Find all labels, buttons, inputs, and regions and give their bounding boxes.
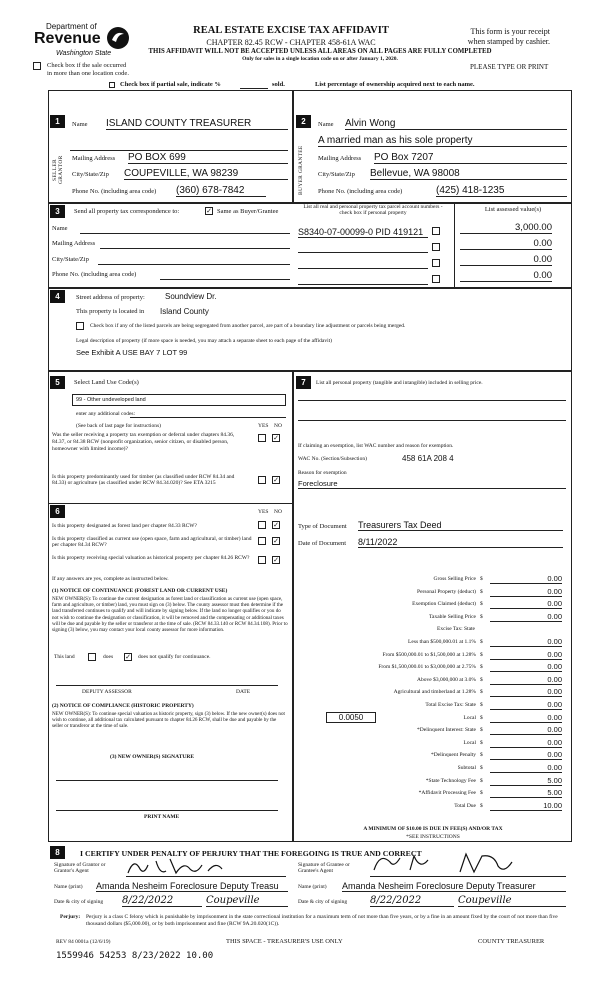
s6-yes: YES: [258, 509, 269, 515]
date-city-label-2: Date & city of signing: [298, 899, 348, 905]
calc-row-value: 0.00: [490, 662, 562, 672]
s5-q1-yes[interactable]: [258, 434, 266, 442]
calc-row-currency: $: [480, 790, 483, 797]
calc-row-currency: $: [480, 651, 483, 658]
s5-q2-yes[interactable]: [258, 476, 266, 484]
logo-revenue: Revenue: [34, 30, 101, 47]
s3-city-label: City/State/Zip: [52, 256, 89, 263]
doc-type-label: Type of Document: [298, 523, 347, 530]
calc-row-label: *Affidavit Processing Fee: [418, 790, 476, 797]
minimum-note: A MINIMUM OF $10.00 IS DUE IN FEE(S) AND/OR TAX: [363, 826, 503, 832]
segregation-label: Check box if any of the listed parcels are being segregated from another parcel, are part of a boundary line adjustment or parcels being merged.: [90, 323, 406, 329]
s6-q3-no[interactable]: ✓: [273, 555, 279, 564]
s1-name-label: Name: [72, 121, 88, 128]
perjury-bold: Perjury:: [60, 914, 81, 920]
s5-q2: Is this property predominantly used for timber (as classified under RCW 84.34 and 84.33) or agriculture (as classified under RCW 84.34.020)? See ETA 3215: [52, 474, 235, 486]
calc-row-currency: $: [480, 689, 483, 696]
calc-row-value: 10.00: [490, 801, 562, 811]
county-treasurer: COUNTY TREASURER: [478, 938, 545, 945]
seller-phone: (360) 678-7842: [176, 185, 266, 197]
s3-name-label: Name: [52, 225, 68, 232]
legal-description: See Exhibit A USE BAY 7 LOT 99: [76, 348, 188, 357]
calc-row-currency: $: [480, 676, 483, 683]
s2-phone-label: Phone No. (including area code): [318, 188, 403, 195]
calc-row-value: 0.00: [490, 675, 562, 685]
assessed-value-4: 0.00: [460, 270, 552, 282]
s6-no: NO: [274, 509, 282, 515]
s6-q3-yes[interactable]: [258, 556, 266, 564]
s6-q1-yes[interactable]: [258, 521, 266, 529]
s1-city-label: City/State/Zip: [72, 171, 109, 178]
deputy-date-label: DATE: [236, 689, 251, 695]
doc-date-label: Date of Document: [298, 540, 347, 547]
calc-row-currency: $: [480, 664, 483, 671]
notice-1-body: NEW OWNER(S): To continue the current designation as forest land or classification as current use (open space, farm and agriculture, or timber) land, you must sign on (3) below. The county assessor must then determine if the land transferred continues to qualify and will indicate by signing below. If the land no longer qualifies or you do not wish to continue the designation or classification, it will be removed and the compensating or additional taxes will be due and payable by the seller or transferor at the time of sale. (RCW 84.33.140 or RCW 84.34.108). Prior to signing (3) below, you may contact your local county assessor for more information.: [52, 596, 288, 634]
legal-label: Legal description of property (if more space is needed, you may attach a separate sheet to each page of the affidavit): [76, 338, 332, 344]
grantee-date: 8/22/2022: [370, 895, 454, 907]
section-7-badge: 7: [296, 376, 311, 389]
calc-row-currency: $: [480, 639, 483, 645]
calc-row-value: 0.00: [490, 637, 562, 647]
rev-number: REV 84 0001a (12/6/19): [56, 939, 111, 945]
parcel-personal-checkbox-4[interactable]: [432, 275, 440, 283]
buyer-name-2: A married man as his sole property: [318, 135, 567, 147]
calc-row-currency: $: [480, 576, 483, 582]
seller-mail: PO BOX 699: [128, 152, 288, 164]
additional-codes-label: enter any additional codes:: [76, 411, 136, 417]
calc-row-label: Total Due: [454, 802, 476, 809]
calc-row-label: Agricultural and timberland at 1.28%: [393, 689, 476, 696]
calc-row-label: Above $3,000,000 at 3.0%: [417, 676, 476, 683]
street-label: Street address of property:: [76, 294, 145, 301]
buyer-name: Alvin Wong: [345, 118, 567, 130]
calc-row-label: From $1,500,000.01 to $3,000,000 at 2.75%: [378, 664, 476, 671]
perjury-text: Perjury is a class C felony which is punishable by imprisonment in the state correctional institution for a maximum term of not more than five years, or by a fine in an amount fixed by the court of not more than five thousand dollars ($5,000.00), or by both imprisonment and fine (RCW 9A.20.020(1C)).: [86, 914, 558, 927]
buyer-phone: (425) 418-1235: [436, 185, 567, 197]
new-owner-signature-label: (3) NEW OWNER(S) SIGNATURE: [110, 754, 194, 760]
section-8-badge: 8: [50, 846, 65, 859]
section-1-badge: 1: [50, 115, 65, 128]
sold-label: sold.: [272, 81, 285, 88]
s3-same-label: Same as Buyer/Grantee: [217, 208, 279, 215]
receipt-stamp: 1559946 54253 8/23/2022 10.00: [56, 951, 214, 961]
dnq-label: does not qualify for continuance.: [138, 654, 211, 660]
seller-name: ISLAND COUNTY TREASURER: [106, 118, 288, 130]
section-3-badge: 3: [50, 205, 65, 218]
doc-type-value: Treasurers Tax Deed: [358, 520, 563, 531]
parcel-personal-checkbox-2[interactable]: [432, 243, 440, 251]
notice-1-title: (1) NOTICE OF CONTINUANCE (FOREST LAND OR CURRENT USE): [52, 588, 228, 594]
only-for-text: Only for sales in a single location code on or after January 1, 2020.: [242, 56, 398, 62]
receipt-note-2: when stamped by cashier.: [467, 37, 550, 46]
section-4-badge: 4: [50, 290, 65, 303]
grantor-print-name: Amanda Nesheim Foreclosure Deputy Treasu: [96, 881, 288, 892]
calc-row-value: 0.00: [490, 725, 562, 735]
receipt-note-1: This form is your receipt: [470, 27, 550, 36]
see-instructions: *SEE INSTRUCTIONS: [406, 834, 460, 840]
see-back-note: (See back of last page for instructions): [76, 423, 161, 429]
calc-row-currency: $: [480, 601, 483, 608]
section-2-badge: 2: [296, 115, 311, 128]
calc-row-value: 5.00: [490, 788, 562, 798]
s7-title: List all personal property (tangible and intangible) included in selling price.: [316, 380, 483, 386]
claim-label: If claiming an exemption, list WAC number and reason for exemption.: [298, 443, 454, 449]
treasurer-space: THIS SPACE - TREASURER'S USE ONLY: [226, 938, 343, 945]
seller-city: COUPEVILLE, WA 98239: [124, 168, 288, 180]
notice-2-body: NEW OWNER(S): To continue special valuation as historic property, sign (3) below. If the new owner(s) does not wish to continue, all additional tax calculated pursuant to chapter 84.26 RCW, shall be due and payable by the seller or transferor at the time of sale.: [52, 711, 285, 730]
calc-row-label: Gross Selling Price: [433, 576, 476, 582]
s6-q2-no[interactable]: ✓: [273, 536, 279, 545]
multi-location-checkbox[interactable]: [33, 62, 41, 70]
grantor-city: Coupeville: [206, 895, 288, 907]
calc-row-currency: $: [480, 714, 483, 721]
local-rate-box: 0.0050: [326, 712, 376, 723]
s6-q1: Is this property designated as forest land per chapter 84.33 RCW?: [52, 523, 197, 529]
calc-row-label: Personal Property (deduct): [417, 588, 476, 595]
s2-mail-label: Mailing Address: [318, 155, 362, 162]
calc-row-currency: $: [480, 727, 483, 734]
s3-phone-label: Phone No. (including area code): [52, 271, 137, 278]
logo-dept: Department of: [46, 22, 97, 31]
wac-label: WAC No. (Section/Subsection): [298, 456, 367, 462]
parcel-number: S8340-07-00099-0 PID 419121: [298, 227, 428, 238]
street-address: Soundview Dr.: [165, 292, 217, 301]
land-does-not-checkbox[interactable]: ✓: [125, 652, 131, 661]
s6-q2-yes[interactable]: [258, 537, 266, 545]
calc-row-label: Local: [463, 739, 476, 746]
calc-row-currency: $: [480, 739, 483, 746]
section-5-badge: 5: [50, 376, 65, 389]
calc-row-value: 0.00: [490, 574, 562, 584]
wac-value: 458 61A 208 4: [402, 454, 454, 463]
calc-row-value: 0.00: [490, 763, 562, 773]
s5-q1: Was the seller receiving a property tax exemption or deferral under chapters 84.36, 84.37, or 84.38 RCW (nonprofit organization, senior citizen, or disabled person, homeowner with limited income)?: [52, 432, 235, 452]
seller-side-label: SELLER GRANTOR: [52, 155, 64, 185]
calc-row-value: 0.00: [490, 599, 562, 609]
calc-row-value: 0.00: [490, 587, 562, 597]
name-print-label-2: Name (print): [298, 884, 327, 890]
calc-row-value: 5.00: [490, 776, 562, 786]
name-print-label-1: Name (print): [54, 884, 83, 890]
partial-sale-label: Check box if partial sale, indicate %: [120, 81, 221, 88]
s6-q1-no[interactable]: ✓: [273, 520, 279, 529]
logo-swirl-icon: [106, 26, 130, 50]
s1-mail-label: Mailing Address: [72, 155, 116, 162]
s6-q2: Is this property classified as current use (open space, farm and agricultural, or timber) land per chapter 84.34 RCW?: [52, 536, 252, 548]
s5-no: NO: [274, 423, 282, 429]
s5-q1-no[interactable]: ✓: [273, 433, 279, 442]
doc-date-value: 8/11/2022: [358, 537, 563, 548]
grantor-sig-label: Signature of Grantor or Grantor's Agent: [54, 862, 106, 874]
this-land-label: This land: [54, 654, 75, 660]
land-does-checkbox[interactable]: [88, 653, 96, 661]
calc-row-value: 0.00: [490, 687, 562, 697]
section-6-badge: 6: [50, 505, 65, 518]
calc-row-currency: $: [480, 613, 483, 620]
multi-location-label-1: Check box if the sale occurred: [47, 62, 127, 69]
deputy-assessor-label: DEPUTY ASSESSOR: [82, 689, 132, 695]
does-label: does: [103, 654, 114, 660]
form-chapter: CHAPTER 82.45 RCW - CHAPTER 458-61A WAC: [206, 38, 376, 47]
s3-send-label: Send all property tax correspondence to:: [74, 208, 180, 215]
assessed-value-1: 3,000.00: [460, 222, 552, 234]
calc-row-label: Taxable Selling Price: [429, 613, 476, 620]
tax-calculation-table: [296, 576, 568, 816]
s2-name-label: Name: [318, 121, 334, 128]
calc-row-label: Total Excise Tax: State: [425, 702, 476, 708]
segregation-checkbox[interactable]: [76, 322, 84, 330]
calc-row-value: 0.00: [490, 713, 562, 723]
land-use-code: 99 - Other undeveloped land: [76, 397, 146, 403]
multi-location-label-2: in more than one location code.: [47, 70, 129, 77]
calc-row-label: *Delinquent Penalty: [430, 752, 476, 759]
s6-q3: Is this property receiving special valuation as historical property per chapter 84.26 RCW?: [52, 555, 250, 561]
calc-row-value: 0.00: [490, 612, 562, 622]
calc-row-value: 0.00: [490, 700, 562, 710]
calc-row-currency: $: [480, 588, 483, 595]
calc-row-value: 0.00: [490, 650, 562, 660]
calc-row-value: 0.00: [490, 750, 562, 760]
parcel-personal-checkbox-1[interactable]: [432, 227, 440, 235]
parcel-col-header: List all real and personal property tax parcel account numbers - check box if personal property: [303, 204, 443, 216]
s2-city-label: City/State/Zip: [318, 171, 355, 178]
print-name-label: PRINT NAME: [144, 814, 180, 820]
calc-row-label: From $500,000.01 to $1,500,000 at 1.28%: [382, 651, 476, 658]
same-as-buyer-checkbox[interactable]: ✓: [206, 206, 212, 215]
calc-row-currency: $: [480, 777, 483, 784]
calc-row-label: Subtotal: [457, 765, 476, 771]
s5-title: Select Land Use Code(s): [74, 379, 139, 386]
reason-value: Foreclosure: [298, 479, 338, 488]
s5-yes: YES: [258, 423, 269, 429]
grantee-print-name: Amanda Nesheim Foreclosure Deputy Treasurer: [342, 881, 566, 892]
calc-row-label: *Delinquent Interest: State: [417, 727, 476, 734]
reason-label: Reason for exemption: [298, 470, 347, 476]
located-value: Island County: [160, 307, 209, 316]
grantee-city: Coupeville: [458, 895, 566, 907]
grantor-date: 8/22/2022: [122, 895, 202, 907]
calc-row-currency: $: [480, 702, 483, 708]
buyer-mail: PO Box 7207: [374, 152, 567, 164]
calc-row-currency: $: [480, 765, 483, 771]
calc-row-label: Less than $500,000.01 at 1.1%: [408, 639, 476, 645]
assessed-value-2: 0.00: [460, 238, 552, 250]
assessed-col-header: List assessed value(s): [484, 206, 542, 213]
logo-state: Washington State: [56, 50, 112, 57]
s3-mail-label: Mailing Address: [52, 240, 96, 247]
certify-text: I CERTIFY UNDER PENALTY OF PERJURY THAT THE FOREGOING IS TRUE AND CORRECT: [80, 849, 422, 858]
date-city-label-1: Date & city of signing: [54, 899, 104, 905]
calc-row-value: 0.00: [490, 738, 562, 748]
ownership-note: List percentage of ownership acquired next to each name.: [315, 81, 475, 88]
grantee-signature: [370, 850, 550, 878]
buyer-city: Bellevue, WA 98008: [370, 168, 567, 180]
calc-row-label: Exemption Claimed (deduct): [412, 601, 476, 608]
buyer-side-label: BUYER GRANTEE: [298, 145, 304, 195]
s5-q2-no[interactable]: ✓: [273, 475, 279, 484]
parcel-personal-checkbox-3[interactable]: [432, 259, 440, 267]
calc-row-currency: $: [480, 752, 483, 759]
calc-row-label: *State Technology Fee: [425, 777, 476, 784]
located-label: This property is located in: [76, 308, 145, 315]
notice-2-title: (2) NOTICE OF COMPLIANCE (HISTORIC PROPERTY): [52, 703, 194, 709]
print-note: PLEASE TYPE OR PRINT: [470, 63, 549, 71]
s1-phone-label: Phone No. (including area code): [72, 188, 157, 195]
assessed-value-3: 0.00: [460, 254, 552, 266]
partial-sale-checkbox[interactable]: [109, 82, 115, 88]
if-any-note: If any answers are yes, complete as instructed below.: [52, 576, 169, 582]
grantee-sig-label: Signature of Grantee or Grantee's Agent: [298, 862, 350, 874]
form-title: REAL ESTATE EXCISE TAX AFFIDAVIT: [193, 25, 389, 36]
calc-row-currency: $: [480, 802, 483, 809]
calc-row-label: Local: [463, 714, 476, 721]
calc-row-label: Excise Tax: State: [436, 626, 475, 633]
warning-text: THIS AFFIDAVIT WILL NOT BE ACCEPTED UNLESS ALL AREAS ON ALL PAGES ARE FULLY COMPLETED: [148, 48, 492, 55]
